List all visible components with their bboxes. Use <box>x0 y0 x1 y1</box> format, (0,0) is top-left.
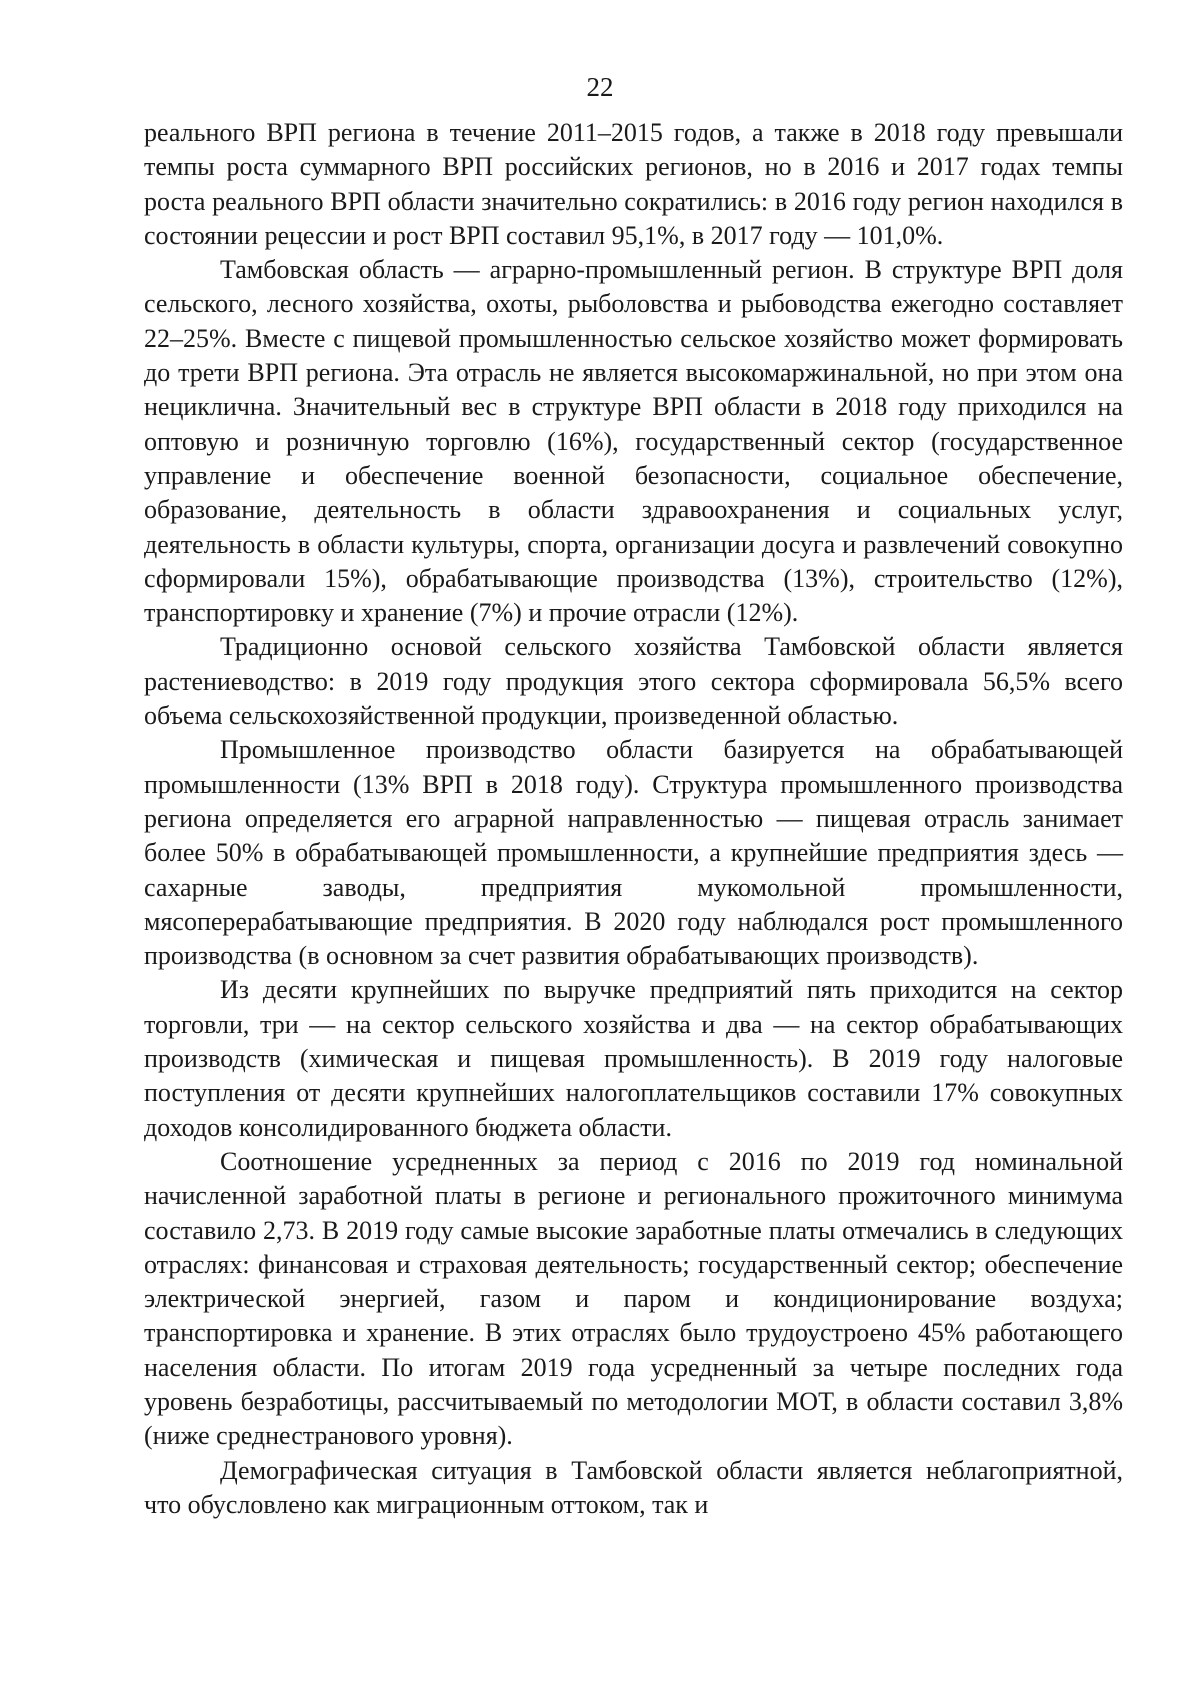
paragraph-industry: Промышленное производство области базируется на обрабатывающей промышленности (13% ВРП в 2018 году). Структура промышленного производства региона определяется его аграрной направленностью — пищевая отрасль занимает более 50% в обрабатывающей промышленности, а крупнейшие предприятия здесь — сахарные заводы, предприятия мукомольной промышленности, мясоперерабатывающие предприятия. В 2020 году наблюдался рост промышленного производства (в основном за счет развития обрабатывающих производств). <box>144 735 1123 971</box>
paragraph-demographics: Демографическая ситуация в Тамбовской области является неблагоприятной, что обусловлено как миграционным оттоком, так и <box>144 1455 1123 1519</box>
paragraph-largest-enterprises: Из десяти крупнейших по выручке предприятий пять приходится на сектор торговли, три — на сектор сельского хозяйства и два — на сектор обрабатывающих производств (химическая и пищевая промышленность). В 2019 году налоговые поступления от десяти крупнейших налогоплательщиков составили 17% совокупных доходов консолидированного бюджета области. <box>144 975 1123 1142</box>
paragraph-agriculture: Традиционно основой сельского хозяйства Тамбовской области является растениеводство: в 2019 году продукция этого сектора сформировала 56,5% всего объема сельскохозяйственной продукции, произведенной областью. <box>144 632 1123 731</box>
paragraph-grp-growth: реального ВРП региона в течение 2011–2015 годов, а также в 2018 году превышали темпы роста суммарного ВРП российских регионов, но в 2016 и 2017 годах темпы роста реального ВРП области значительно сократились: в 2016 году регион находился в состоянии рецессии и рост ВРП составил 95,1%, в 2017 году — 101,0%. <box>144 118 1123 250</box>
document-body <box>144 116 1123 1522</box>
page-number: 22 <box>586 72 614 102</box>
paragraph-economy-structure: Тамбовская область — аграрно-промышленный регион. В структуре ВРП доля сельского, лесного хозяйства, охоты, рыболовства и рыбоводства ежегодно составляет 22–25%. Вместе с пищевой промышленностью сельское хозяйство может формировать до трети ВРП региона. Эта отрасль не является высокомаржинальной, но при этом она нециклична. Значительный вес в структуре ВРП области в 2018 году приходился на оптовую и розничную торговлю (16%), государственный сектор (государственное управление и обеспечение военной безопасности, социальное обеспечение, образование, деятельность в области здравоохранения и социальных услуг, деятельность в области культуры, спорта, организации досуга и развлечений совокупно сформировали 15%), обрабатывающие производства (13%), строительство (12%), транспортировку и хранение (7%) и прочие отрасли (12%). <box>144 255 1123 628</box>
paragraph-wages-employment: Соотношение усредненных за период с 2016 по 2019 год номинальной начисленной заработной платы в регионе и регионального прожиточного минимума составило 2,73. В 2019 году самые высокие заработные платы отмечались в следующих отраслях: финансовая и страховая деятельность; государственный сектор; обеспечение электрической энергией, газом и паром и кондиционирование воздуха; транспортировка и хранение. В этих отраслях было трудоустроено 45% работающего населения области. По итогам 2019 года усредненный за четыре последних года уровень безработицы, рассчитываемый по методологии МОТ, в области составил 3,8% (ниже среднестранового уровня). <box>144 1146 1123 1451</box>
